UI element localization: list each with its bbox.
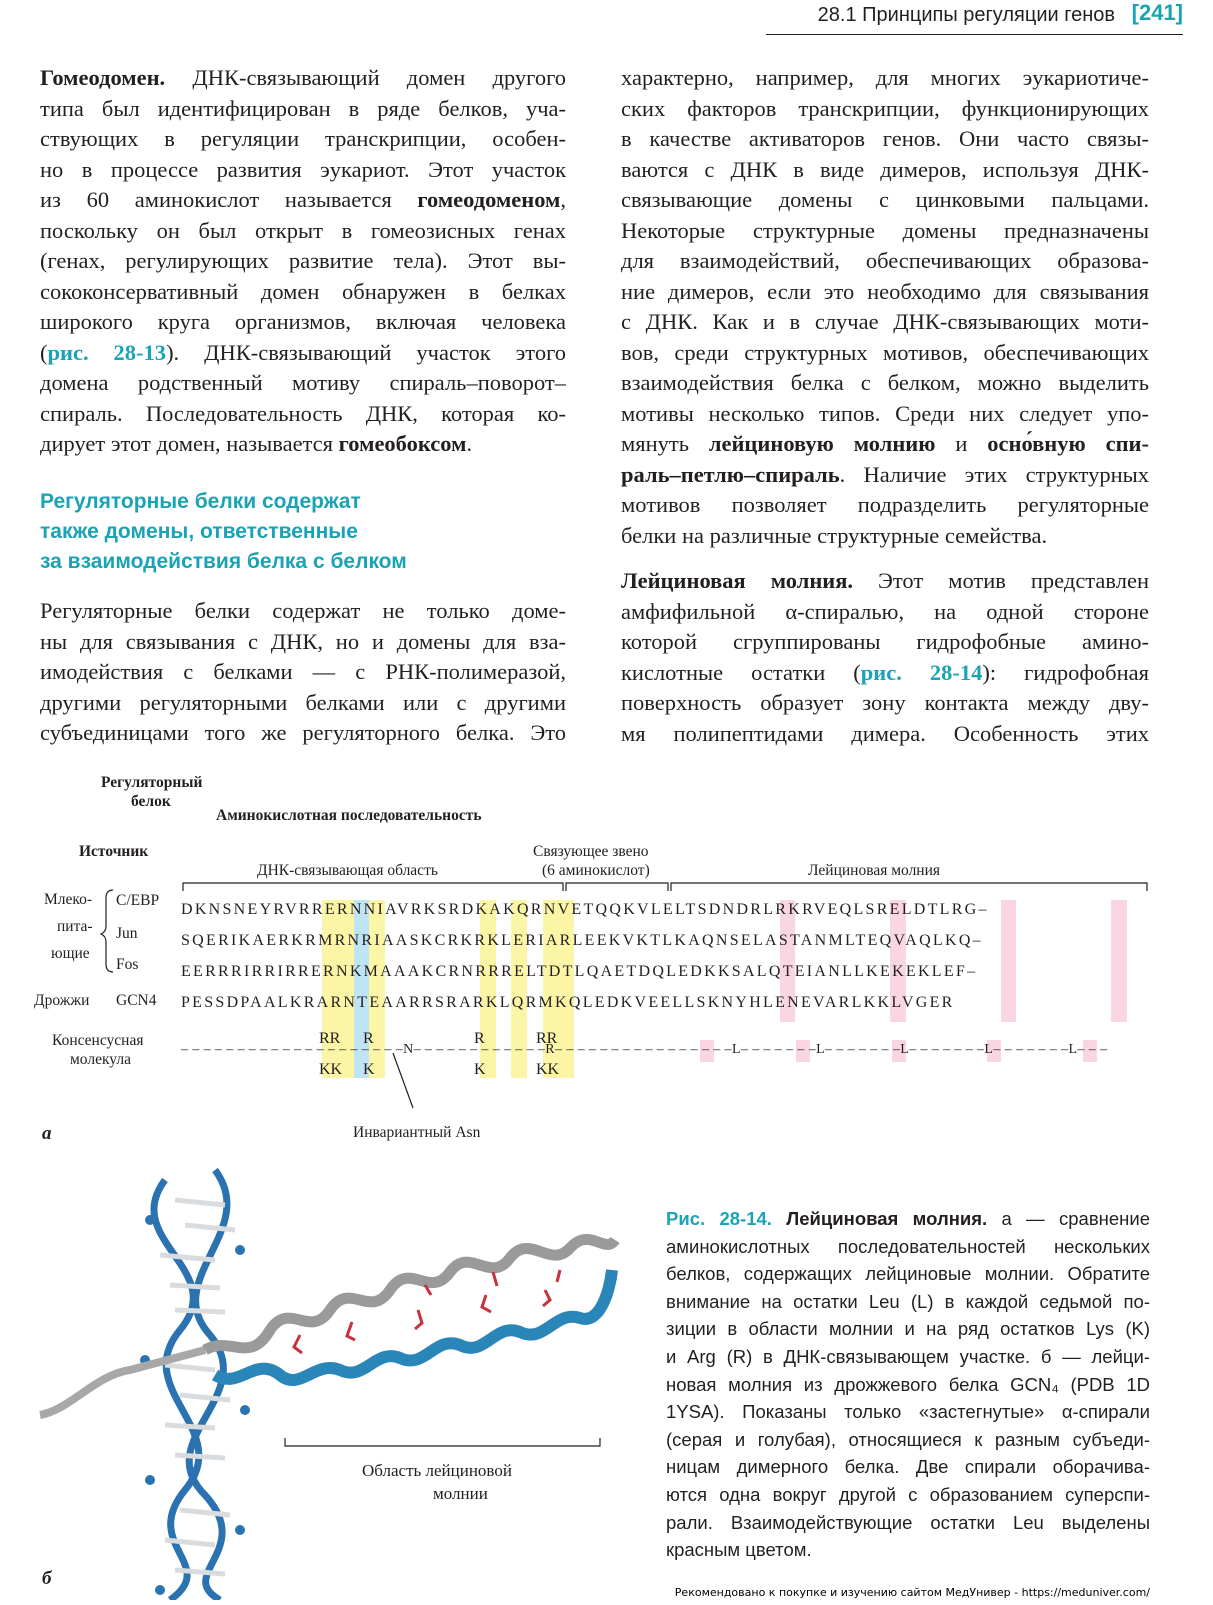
sequence-jun: SQERIKAERKRMRNRIAASKCRKRKLERIARLEEKVKTLKAQNSELASTANMLTEQVAQLKQ– <box>181 932 983 949</box>
figure-caption: Рис. 28-14. Лейциновая молния. а — сравнение аминокислотных последовательностей нескольких белков, содержащих лейциновые молнии. Обратите внимание на остатки Leu (L) в каждой седьмой по- зиции в области молнии и на ряд остатков Lys (K) и Arg (R) в ДНК-связывающем участке. б — лейци- новая молния из дрожжевого белка GCN₄ (PDB 1D 1YSA). Показаны только «застегнутые» α-спирали (серая и голубая), относящиеся к разным субъеди- ницам димерного белка. Две спирали оборачива- ются одна вокруг другой с образованием суперспи- рали. Взаимодействующие остатки Leu выделены красным цветом. <box>666 1208 1150 1561</box>
page-number: [241] <box>1131 0 1183 25</box>
consensus-top-r-1: R <box>363 1030 374 1047</box>
label-dna-binding-region: ДНК-связывающая область <box>257 862 438 879</box>
right-column-para-1: характерно, например, для многих эукариотиче- ских факторов транскрипции, функционирующих в качестве активаторов генов. Они часто связы- ваются с ДНК в виде димеров, используя ДНК- связывающие домены с цинковыми пальцами. Некоторые структурные домены предназначены для взаимодействий, обеспечивающих образова- ние димеров, если это необходимо для связывания с ДНК. Как и в случае ДНК-связывающих моти- вов, среди структурных мотивов, обеспечивающих взаимодействия белка с белком, можно выделить мотивы несколько типов. Среди них следует упо- мянуть лейциновую молнию и осно́вную спи- раль–петлю–спираль. Наличие этих структурных мотивов позволяет подразделить регуляторные белки на различные структурные семейства. <box>621 65 1149 548</box>
consensus-top-rr-2: RR <box>536 1030 558 1047</box>
bracket-dna-binding <box>183 883 563 891</box>
label-yeast: Дрожжи <box>34 992 90 1009</box>
label-mammals-1: Млеко- <box>44 891 93 908</box>
label-regulatory-protein: Регуляторный <box>101 774 203 791</box>
panel-letter-a: а <box>42 1123 52 1144</box>
page-header <box>0 0 1213 40</box>
label-zipper-region-2: молнии <box>433 1484 488 1503</box>
protein-cebp: C/EBP <box>116 892 160 909</box>
sequence-fos: EERRRIRRIRRERNKMAAAKCRNRRRELTDTLQAETDQLEDKKSALQTEIANLLKEKEKLEF– <box>181 963 978 980</box>
bracket-leucine-zipper <box>671 883 1147 891</box>
label-linker-2: (6 аминокислот) <box>542 862 650 879</box>
section-heading: Регуляторные белки содержат также домены, ответственные за взаимодействия белка с белком <box>40 490 407 573</box>
grey-alpha-helix <box>205 1239 615 1350</box>
footer-watermark: Рекомендовано к покупке и изучению сайтом МедУнивер - https://meduniver.com/ <box>674 1586 1150 1599</box>
consensus-bottom-k-2: K <box>474 1061 486 1078</box>
caption-figure-number: Рис. 28-14. <box>666 1208 772 1229</box>
protein-gcn4: GCN4 <box>116 992 157 1009</box>
sequence-cebp: DKNSNEYRVRRERNNIAVRKSRDKAKQRNVETQQKVLELTSDNDRLRKRVEQLSRELDTLRG– <box>181 901 989 918</box>
label-mammals-2: пита- <box>57 918 93 935</box>
figure-ref-28-14[interactable]: рис. 28-14 <box>860 659 983 685</box>
consensus-bottom-kk-2: KK <box>536 1061 560 1078</box>
caption-title: Лейциновая молния. <box>771 1208 988 1229</box>
consensus-line: – – – – – – – – – – – – – – – – – – – –N– – – – – – – – – – – –R– – – – – – – – – – – – – – – –L– – – – – – –L– – – – – – –L– – – – – – –L– – – – – – –L– – – <box>181 1042 1108 1057</box>
left-column-para-2: Регуляторные белки содержат не только доме- ны для связывания с ДНК, но и домены для вза- имодействия с белками — с РНК-полимеразой, другими регуляторными белками или с другими субъединицами того же регуляторного белка. Это <box>40 598 566 745</box>
label-mammals-3: ющие <box>51 945 90 962</box>
label-amino-acid-sequence: Аминокислотная последовательность <box>216 807 482 824</box>
figure-b-leucine-zipper-structure <box>0 1160 650 1600</box>
left-column-para-1: Гомеодомен. ДНК-связывающий домен другого типа был идентифицирован в ряде белков, уча- ствующих в регуляции транскрипции, особен- но в процессе развития эукариот. Этот участок из 60 аминокислот называется гомеодоменом, поскольку он был открыт в гомеозисных генах (генах, регулирующих развитие тела). Этот вы- сококонсервативный домен обнаружен в белках широкого круга организмов, включая человека (рис. 28-13). ДНК-связывающий участок этого домена родственный мотиву спираль–поворот– спираль. Последовательность ДНК, которая ко- дирует этот домен, называется гомеобоксом. <box>40 65 566 456</box>
sequence-gcn4: PESSDPAALKRARNTEAARRSRARKLQRMKQLEDKVEELLSKNYHLENEVARLKKLVGER <box>181 994 955 1011</box>
panel-letter-b: б <box>42 1568 52 1589</box>
header-rule <box>766 34 1183 35</box>
label-invariant-asn: Инвариантный Asn <box>353 1124 481 1141</box>
term-homeodomain: Гомеодомен. <box>40 65 166 90</box>
label-regulatory-protein-2: белок <box>131 793 171 810</box>
protein-fos: Fos <box>116 956 139 973</box>
running-head: 28.1 Принципы регуляции генов <box>817 4 1115 26</box>
term-leucine-zipper: Лейциновая молния. <box>621 568 854 593</box>
region-brackets <box>0 760 1213 1150</box>
consensus-bottom-k-1: K <box>363 1061 375 1078</box>
right-column-para-2: Лейциновая молния. Этот мотив представлен амфифильной α-спиралью, на одной стороне которой сгруппированы гидрофобные амино- кислотные остатки (рис. 28-14): гидрофобная поверхность образует зону контакта между дву- мя полипептидами димера. Особенность этих <box>621 568 1149 746</box>
label-linker: Связующее звено <box>533 843 649 860</box>
label-leucine-zipper-region: Лейциновая молния <box>808 862 941 879</box>
bracket-mammals <box>101 890 113 972</box>
label-consensus-1: Консенсусная <box>52 1032 144 1049</box>
protein-jun: Jun <box>116 925 138 942</box>
dna-double-helix <box>140 1170 250 1600</box>
zipper-region-bracket <box>285 1438 600 1446</box>
figure-a-sequence-alignment <box>0 760 1213 1150</box>
consensus-bottom-kk-1: KK <box>319 1061 343 1078</box>
label-zipper-region-1: Область лейциновой <box>362 1461 512 1480</box>
invariant-asn-pointer <box>393 1053 413 1108</box>
consensus-top-rr-1: RR <box>319 1030 341 1047</box>
consensus-top-r-2: R <box>474 1030 485 1047</box>
label-consensus-2: молекула <box>70 1051 131 1068</box>
label-source: Источник <box>79 843 149 860</box>
bracket-linker <box>566 883 668 891</box>
leucine-zipper-illustration <box>0 1160 650 1600</box>
figure-ref-28-13[interactable]: рис. 28-13 <box>47 339 167 365</box>
